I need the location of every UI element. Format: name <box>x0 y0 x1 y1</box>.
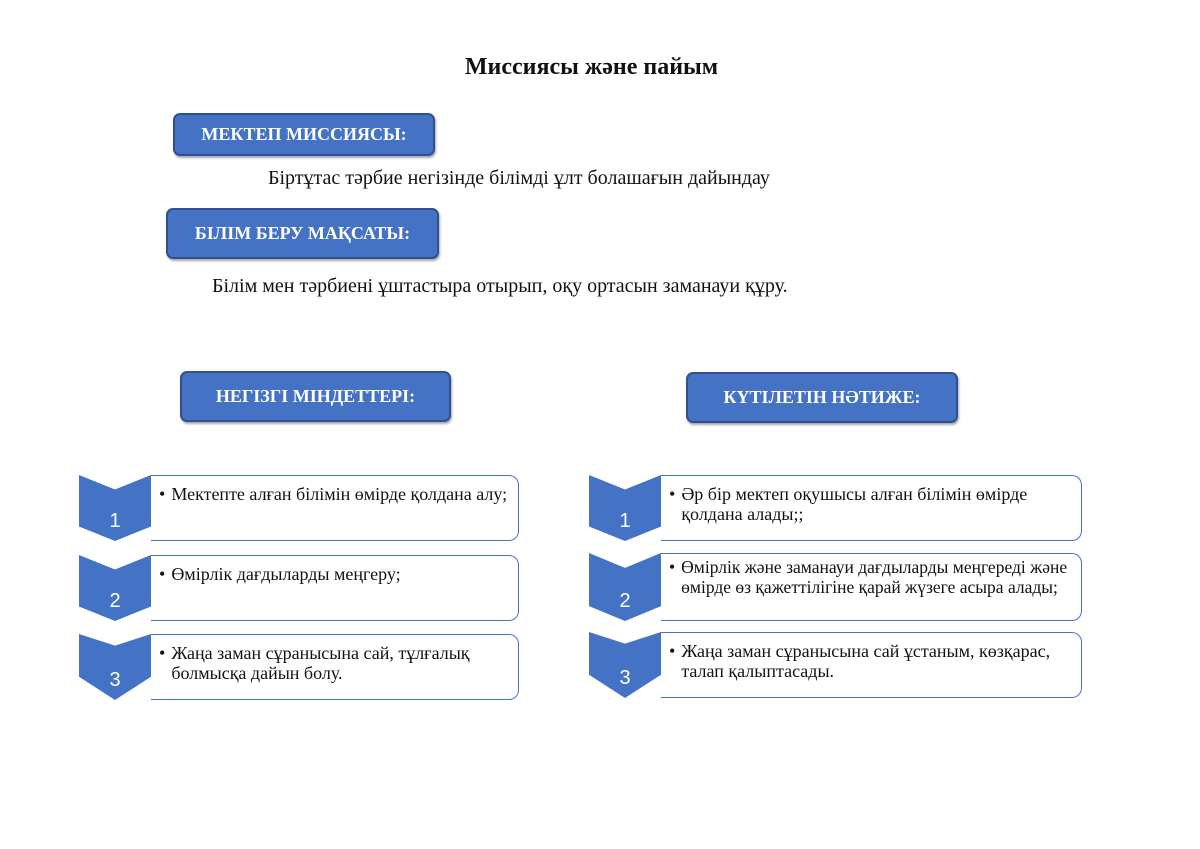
step-number: 1 <box>619 510 631 532</box>
mission-text: Біртұтас тәрбие негізінде білімді ұлт болашағын дайындау <box>268 167 770 189</box>
task-item-3 <box>79 634 519 700</box>
bullet: • <box>669 557 676 577</box>
bullet: • <box>669 484 676 504</box>
results-label: КҮТІЛЕТІН НӘТИЖЕ: <box>686 372 958 423</box>
step-number: 2 <box>619 590 631 612</box>
step-number: 1 <box>109 510 121 532</box>
bullet: • <box>669 641 676 661</box>
task-item-1 <box>79 475 519 541</box>
tasks-label: НЕГІЗГІ МІНДЕТТЕРІ: <box>180 371 451 422</box>
result-text: Өмірлік және заманауи дағдыларды меңгереді және өмірде өз қажеттілігіне қарай жүзеге асыра алады; <box>681 557 1068 597</box>
result-text: Жаңа заман сұранысына сай ұстаным, көзқарас, талап қалыптасады. <box>681 641 1051 681</box>
bullet: • <box>159 564 166 584</box>
result-text: Әр бір мектеп оқушысы алған білімін өмірде қолдана алады;; <box>681 484 1028 524</box>
page-title: Миссиясы және пайым <box>464 54 719 80</box>
task-text-box <box>151 475 519 541</box>
bullet: • <box>159 643 166 663</box>
task-text-box <box>151 555 519 621</box>
result-text-box <box>661 553 1082 621</box>
result-text-box <box>661 632 1082 698</box>
step-number: 3 <box>619 667 631 689</box>
goal-label: БІЛІМ БЕРУ МАҚСАТЫ: <box>166 208 439 259</box>
task-text: Мектепте алған білімін өмірде қолдана алу; <box>171 484 508 504</box>
task-text: Жаңа заман сұранысына сай, тұлғалық болмысқа дайын болу. <box>171 643 470 683</box>
bullet: • <box>159 484 166 504</box>
task-item-2 <box>79 555 519 621</box>
step-number: 2 <box>109 590 121 612</box>
step-number: 3 <box>109 669 121 691</box>
result-text-box <box>661 475 1082 541</box>
task-text: Өмірлік дағдыларды меңгеру; <box>171 564 401 584</box>
result-item-2 <box>589 553 1082 621</box>
goal-text: Білім мен тәрбиені ұштастыра отырып, оқу ортасын заманауи құру. <box>212 275 788 297</box>
result-item-1 <box>589 475 1082 541</box>
task-text-box <box>151 634 519 700</box>
result-item-3 <box>589 632 1082 698</box>
mission-label: МЕКТЕП МИССИЯСЫ: <box>173 113 435 156</box>
